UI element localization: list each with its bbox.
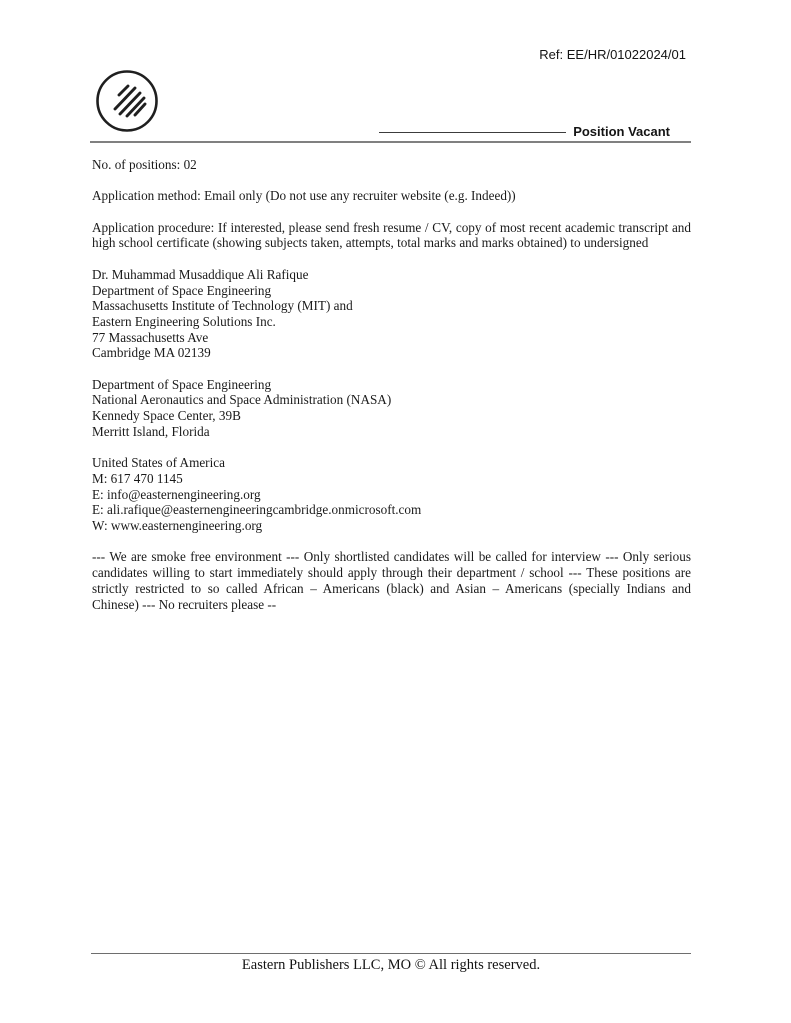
positions-line: No. of positions: 02 bbox=[92, 157, 197, 172]
address-line: 77 Massachusetts Ave bbox=[92, 329, 209, 345]
address-line: Department of Space Engineering bbox=[92, 282, 272, 298]
country-line: United States of America bbox=[92, 455, 225, 471]
header-divider bbox=[90, 140, 691, 143]
page-footer bbox=[91, 953, 691, 974]
notice-paragraph: --- We are smoke free environment --- Only shortlisted candidates will be called for interview --- Only serious candidates willing to start immediately should apply through their department / school --- These positions are strictly restricted to so called African – Americans (black) and Asian – Americans (specially Indians and Chinese) --- No recruiters please -- bbox=[92, 549, 691, 612]
email-line: E: info@easternengineering.org bbox=[92, 486, 261, 502]
address-line: National Aeronautics and Space Administration (NASA) bbox=[92, 392, 392, 408]
address-line: Dr. Muhammad Musaddique Ali Rafique bbox=[92, 266, 309, 282]
address-line: Cambridge MA 02139 bbox=[92, 345, 211, 361]
address-line: Department of Space Engineering bbox=[92, 376, 272, 392]
section-heading-row bbox=[92, 124, 691, 140]
website-line: W: www.easternengineering.org bbox=[92, 518, 263, 534]
mobile-line: M: 617 470 1145 bbox=[92, 470, 183, 486]
copyright-text: Eastern Publishers LLC, MO © All rights reserved. bbox=[241, 957, 541, 973]
address-line: Kennedy Space Center, 39B bbox=[92, 408, 241, 424]
address-line: Merritt Island, Florida bbox=[92, 423, 210, 439]
application-procedure-paragraph: Application procedure: If interested, please send fresh resume / CV, copy of most recent academic transcript and high school certificate (showing subjects taken, attempts, total marks and marks obtained) to undersigned bbox=[92, 219, 691, 251]
address-line: Eastern Engineering Solutions Inc. bbox=[92, 313, 276, 329]
page-title: Position Vacant bbox=[573, 124, 670, 139]
contact-block bbox=[92, 455, 691, 534]
application-method-line: Application method: Email only (Do not use any recruiter website (e.g. Indeed)) bbox=[92, 188, 516, 204]
heading-leader-line bbox=[379, 132, 566, 133]
address-block-mit bbox=[92, 267, 691, 361]
address-block-nasa bbox=[92, 377, 691, 440]
letter-body bbox=[92, 157, 691, 628]
email-line-2: E: ali.rafique@easternengineeringcambridge.onmicrosoft.com bbox=[92, 502, 422, 518]
address-line: Massachusetts Institute of Technology (MIT) and bbox=[92, 298, 353, 314]
reference-number: Ref: EE/HR/01022024/01 bbox=[539, 47, 686, 62]
